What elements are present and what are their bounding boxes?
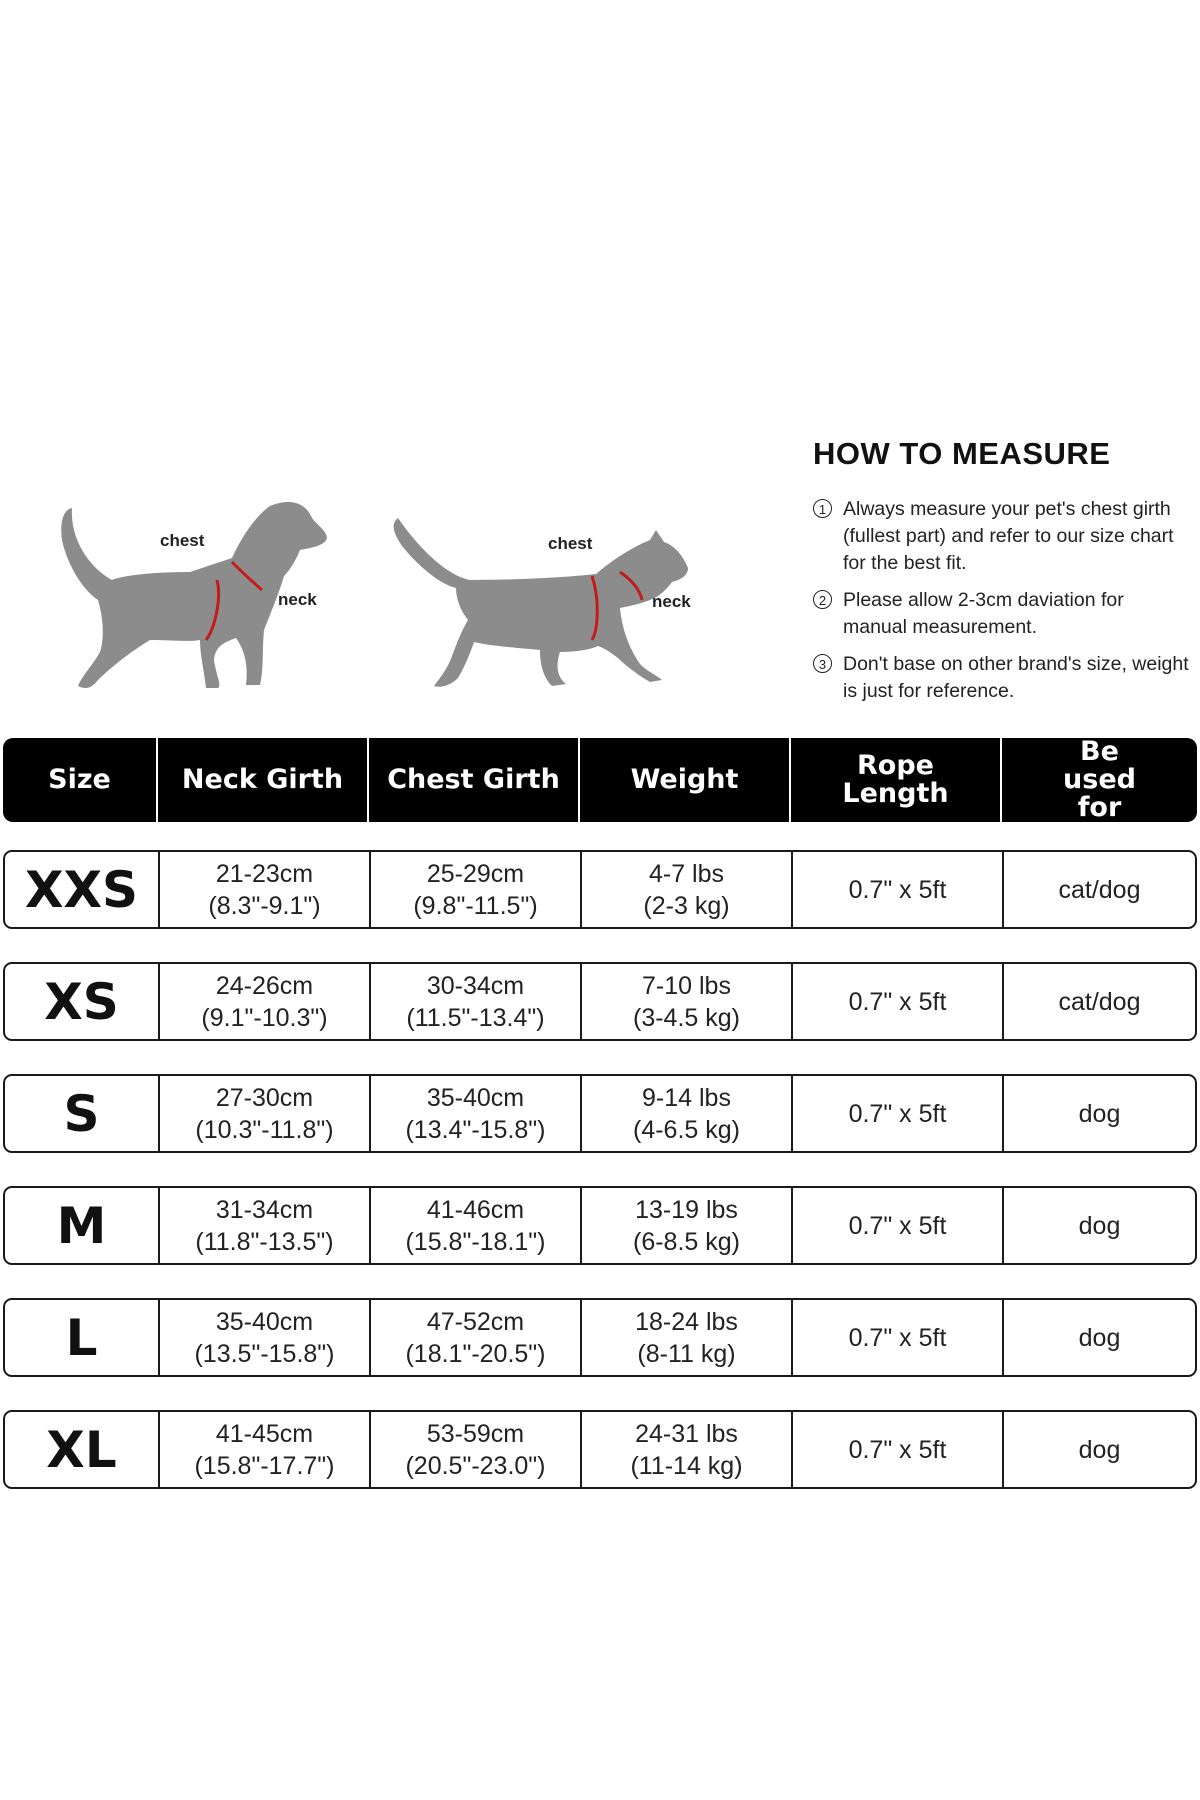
step-number-3: 3 bbox=[813, 654, 832, 673]
pet-measurement-illustration bbox=[0, 480, 720, 700]
dog-chest-label: chest bbox=[160, 531, 205, 550]
step-number-1: 1 bbox=[813, 499, 832, 518]
neck-in: (8.3"-9.1") bbox=[208, 891, 321, 920]
table-row bbox=[3, 1186, 1197, 1265]
weight-cell bbox=[582, 1076, 793, 1151]
neck-girth-cell bbox=[160, 852, 371, 927]
weight-lbs: 4-7 lbs bbox=[648, 859, 725, 888]
weight-kg: (11-14 kg) bbox=[630, 1451, 743, 1480]
rope-length-cell: 0.7" x 5ft bbox=[793, 1076, 1004, 1151]
header-size: Size bbox=[3, 738, 158, 822]
chest-in: (15.8"-18.1") bbox=[405, 1227, 546, 1256]
chest-cm: 53-59cm bbox=[426, 1419, 525, 1448]
weight-kg: (4-6.5 kg) bbox=[633, 1115, 740, 1144]
table-row bbox=[3, 1074, 1197, 1153]
size-cell: XS bbox=[5, 964, 160, 1039]
header-weight: Weight bbox=[580, 738, 791, 822]
size-cell: XL bbox=[5, 1412, 160, 1487]
neck-in: (13.5"-15.8") bbox=[194, 1339, 335, 1368]
neck-in: (10.3"-11.8") bbox=[195, 1115, 334, 1144]
header-chest-girth: Chest Girth bbox=[369, 738, 580, 822]
weight-kg: (2-3 kg) bbox=[643, 891, 730, 920]
neck-girth-cell bbox=[160, 1300, 371, 1375]
chest-girth-cell bbox=[371, 852, 582, 927]
use-cell: dog bbox=[1078, 1211, 1121, 1240]
table-row bbox=[3, 1298, 1197, 1377]
measure-step-1 bbox=[813, 496, 1193, 577]
chest-girth-cell bbox=[371, 964, 582, 1039]
neck-in: (11.8"-13.5") bbox=[195, 1227, 334, 1256]
chest-cm: 30-34cm bbox=[426, 971, 525, 1000]
neck-in: (15.8"-17.7") bbox=[194, 1451, 335, 1480]
chest-cm: 35-40cm bbox=[426, 1083, 525, 1112]
step-text-3: Don't base on other brand's size, weight is just for reference. bbox=[843, 653, 1189, 702]
chest-in: (13.4"-15.8") bbox=[405, 1115, 546, 1144]
chest-cm: 41-46cm bbox=[426, 1195, 525, 1224]
header-be-used-for: Be used for bbox=[1063, 736, 1136, 823]
neck-cm: 27-30cm bbox=[215, 1083, 314, 1112]
use-cell: cat/dog bbox=[1058, 875, 1141, 904]
step-text-2: Please allow 2-3cm daviation for manual measurement. bbox=[843, 589, 1124, 638]
neck-cm: 35-40cm bbox=[215, 1307, 314, 1336]
weight-lbs: 13-19 lbs bbox=[635, 1195, 738, 1224]
rope-length-cell: 0.7" x 5ft bbox=[793, 1412, 1004, 1487]
chest-girth-cell bbox=[371, 1300, 582, 1375]
size-table-body bbox=[3, 850, 1197, 1522]
weight-kg: (8-11 kg) bbox=[637, 1339, 736, 1368]
how-to-measure-panel bbox=[813, 436, 1193, 715]
chest-in: (9.8"-11.5") bbox=[413, 891, 538, 920]
use-cell: cat/dog bbox=[1058, 987, 1141, 1016]
chest-in: (20.5"-23.0") bbox=[405, 1451, 546, 1480]
size-cell: L bbox=[5, 1300, 160, 1375]
weight-lbs: 9-14 lbs bbox=[642, 1083, 731, 1112]
rope-length-cell: 0.7" x 5ft bbox=[793, 964, 1004, 1039]
weight-cell bbox=[582, 1300, 793, 1375]
weight-lbs: 24-31 lbs bbox=[635, 1419, 738, 1448]
weight-lbs: 18-24 lbs bbox=[635, 1307, 738, 1336]
size-cell: XXS bbox=[5, 852, 160, 927]
chest-in: (18.1"-20.5") bbox=[405, 1339, 546, 1368]
weight-kg: (3-4.5 kg) bbox=[633, 1003, 740, 1032]
measure-step-3 bbox=[813, 651, 1193, 705]
weight-cell bbox=[582, 852, 793, 927]
neck-girth-cell bbox=[160, 1412, 371, 1487]
table-row bbox=[3, 850, 1197, 929]
neck-cm: 24-26cm bbox=[215, 971, 314, 1000]
chest-girth-cell bbox=[371, 1188, 582, 1263]
weight-cell bbox=[582, 1412, 793, 1487]
neck-girth-cell bbox=[160, 1188, 371, 1263]
neck-girth-cell bbox=[160, 1076, 371, 1151]
use-cell: dog bbox=[1078, 1323, 1121, 1352]
neck-cm: 41-45cm bbox=[215, 1419, 314, 1448]
size-table-header bbox=[3, 738, 1197, 822]
chest-in: (11.5"-13.4") bbox=[406, 1003, 545, 1032]
step-number-2: 2 bbox=[813, 590, 832, 609]
neck-in: (9.1"-10.3") bbox=[201, 1003, 328, 1032]
step-text-1: Always measure your pet's chest girth (fullest part) and refer to our size chart for the best fit. bbox=[843, 498, 1174, 574]
weight-cell bbox=[582, 1188, 793, 1263]
weight-kg: (6-8.5 kg) bbox=[633, 1227, 740, 1256]
size-cell: S bbox=[5, 1076, 160, 1151]
measure-step-2 bbox=[813, 587, 1193, 641]
use-cell: dog bbox=[1078, 1435, 1121, 1464]
cat-chest-label: chest bbox=[548, 534, 593, 553]
how-to-measure-title: HOW TO MEASURE bbox=[813, 436, 1111, 471]
chest-girth-cell bbox=[371, 1412, 582, 1487]
cat-neck-label: neck bbox=[652, 592, 691, 611]
rope-length-cell: 0.7" x 5ft bbox=[793, 1188, 1004, 1263]
chest-girth-cell bbox=[371, 1076, 582, 1151]
neck-cm: 31-34cm bbox=[215, 1195, 314, 1224]
weight-cell bbox=[582, 964, 793, 1039]
chest-cm: 47-52cm bbox=[426, 1307, 525, 1336]
rope-length-cell: 0.7" x 5ft bbox=[793, 852, 1004, 927]
weight-lbs: 7-10 lbs bbox=[642, 971, 731, 1000]
table-row bbox=[3, 962, 1197, 1041]
neck-girth-cell bbox=[160, 964, 371, 1039]
header-rope-length: Rope Length bbox=[791, 738, 1002, 822]
table-row bbox=[3, 1410, 1197, 1489]
cat-silhouette-icon bbox=[394, 518, 688, 687]
size-cell: M bbox=[5, 1188, 160, 1263]
dog-neck-label: neck bbox=[278, 590, 317, 609]
rope-length-cell: 0.7" x 5ft bbox=[793, 1300, 1004, 1375]
neck-cm: 21-23cm bbox=[215, 859, 314, 888]
use-cell: dog bbox=[1078, 1099, 1121, 1128]
header-neck-girth: Neck Girth bbox=[158, 738, 369, 822]
chest-cm: 25-29cm bbox=[426, 859, 525, 888]
